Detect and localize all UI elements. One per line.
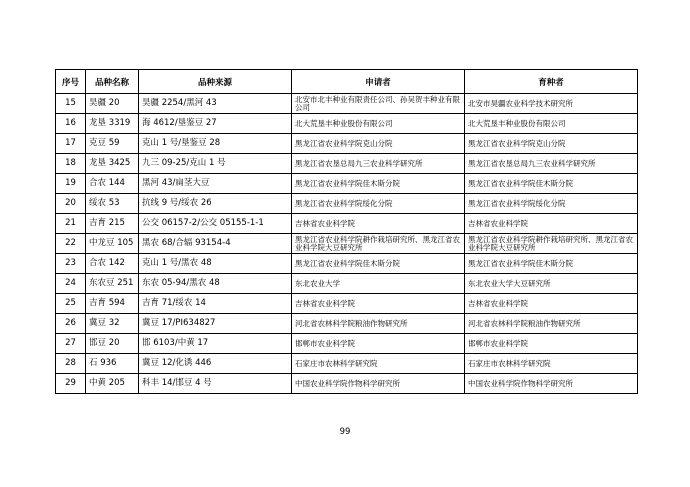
cell-index: 24 <box>56 274 86 294</box>
table-row <box>56 334 638 354</box>
table-row <box>56 154 638 174</box>
cell-variety-name: 冀豆 32 <box>86 314 139 334</box>
table-row <box>56 234 638 254</box>
cell-variety-source: 邯 6103/中黄 17 <box>139 334 292 354</box>
cell-breeder: 黑龙江省农业科学院耕作栽培研究所、黑龙江省农业科学院大豆研究所 <box>465 234 638 254</box>
cell-index: 28 <box>56 354 86 374</box>
header-breeder: 育种者 <box>465 70 638 94</box>
cell-variety-source: 抗线 9 号/绥农 26 <box>139 194 292 214</box>
header-variety-source: 品种来源 <box>139 70 292 94</box>
cell-variety-source: 克山 1 号/垦鉴豆 28 <box>139 134 292 154</box>
cell-index: 27 <box>56 334 86 354</box>
cell-breeder: 东北农业大学大豆研究所 <box>465 274 638 294</box>
table-row <box>56 374 638 394</box>
cell-applicant: 黑龙江省农业科学院佳木斯分院 <box>292 174 465 194</box>
cell-applicant: 黑龙江省农业科学院耕作栽培研究所、黑龙江省农业科学院大豆研究所 <box>292 234 465 254</box>
cell-applicant: 黑龙江省农业科学院佳木斯分院 <box>292 254 465 274</box>
cell-applicant: 邯郸市农业科学院 <box>292 334 465 354</box>
table-row <box>56 134 638 154</box>
cell-variety-name: 合农 142 <box>86 254 139 274</box>
cell-index: 23 <box>56 254 86 274</box>
cell-breeder: 黑龙江省农垦总局九三农业科学研究所 <box>465 154 638 174</box>
table-row <box>56 114 638 134</box>
cell-applicant: 河北省农林科学院粮油作物研究所 <box>292 314 465 334</box>
cell-variety-name: 吉育 215 <box>86 214 139 234</box>
cell-breeder: 黑龙江省农业科学院克山分院 <box>465 134 638 154</box>
cell-index: 16 <box>56 114 86 134</box>
table-row <box>56 174 638 194</box>
cell-breeder: 石家庄市农林科学研究院 <box>465 354 638 374</box>
cell-applicant: 黑龙江省农业科学院克山分院 <box>292 134 465 154</box>
cell-variety-name: 龙垦 3319 <box>86 114 139 134</box>
cell-variety-name: 吉育 594 <box>86 294 139 314</box>
cell-variety-source: 公交 06157-2/公交 05155-1-1 <box>139 214 292 234</box>
variety-table <box>55 69 638 394</box>
variety-table-container <box>55 69 638 394</box>
cell-variety-name: 中黄 205 <box>86 374 139 394</box>
cell-applicant: 北安市北丰种业有限责任公司、孙吴贺丰种业有限公司 <box>292 94 465 114</box>
cell-index: 25 <box>56 294 86 314</box>
table-body <box>56 94 638 394</box>
cell-breeder: 北安市昊疆农业科学技术研究所 <box>465 94 638 114</box>
cell-applicant: 黑龙江省农业科学院绥化分院 <box>292 194 465 214</box>
table-row <box>56 354 638 374</box>
cell-breeder: 吉林省农业科学院 <box>465 214 638 234</box>
header-applicant: 申请者 <box>292 70 465 94</box>
cell-variety-name: 石 936 <box>86 354 139 374</box>
cell-breeder: 黑龙江省农业科学院绥化分院 <box>465 194 638 214</box>
cell-variety-source: 冀豆 17/PI634827 <box>139 314 292 334</box>
cell-applicant: 东北农业大学 <box>292 274 465 294</box>
table-row <box>56 194 638 214</box>
cell-index: 26 <box>56 314 86 334</box>
cell-breeder: 黑龙江省农业科学院佳木斯分院 <box>465 174 638 194</box>
cell-breeder: 北大荒垦丰种业股份有限公司 <box>465 114 638 134</box>
cell-breeder: 吉林省农业科学院 <box>465 294 638 314</box>
cell-variety-source: 黑河 43/扁茎大豆 <box>139 174 292 194</box>
cell-index: 18 <box>56 154 86 174</box>
cell-variety-source: 科丰 14/邯豆 4 号 <box>139 374 292 394</box>
cell-index: 19 <box>56 174 86 194</box>
cell-applicant: 北大荒垦丰种业股份有限公司 <box>292 114 465 134</box>
cell-variety-source: 黑农 68/合辐 93154-4 <box>139 234 292 254</box>
cell-index: 15 <box>56 94 86 114</box>
page-number: 99 <box>339 427 351 437</box>
table-row <box>56 214 638 234</box>
header-variety-name: 品种名称 <box>86 70 139 94</box>
table-row <box>56 254 638 274</box>
cell-index: 17 <box>56 134 86 154</box>
cell-applicant: 中国农业科学院作物科学研究所 <box>292 374 465 394</box>
cell-variety-name: 东农豆 251 <box>86 274 139 294</box>
cell-variety-name: 合农 144 <box>86 174 139 194</box>
cell-index: 21 <box>56 214 86 234</box>
cell-variety-name: 中龙豆 105 <box>86 234 139 254</box>
cell-variety-source: 吉育 71/绥农 14 <box>139 294 292 314</box>
cell-applicant: 黑龙江省农垦总局九三农业科学研究所 <box>292 154 465 174</box>
cell-index: 29 <box>56 374 86 394</box>
cell-index: 22 <box>56 234 86 254</box>
header-index: 序号 <box>56 70 86 94</box>
table-row <box>56 94 638 114</box>
cell-breeder: 中国农业科学院作物科学研究所 <box>465 374 638 394</box>
cell-breeder: 邯郸市农业科学院 <box>465 334 638 354</box>
cell-variety-name: 绥农 53 <box>86 194 139 214</box>
table-row <box>56 294 638 314</box>
cell-applicant: 吉林省农业科学院 <box>292 214 465 234</box>
cell-applicant: 吉林省农业科学院 <box>292 294 465 314</box>
cell-variety-name: 龙垦 3425 <box>86 154 139 174</box>
table-header-row <box>56 70 638 94</box>
cell-applicant: 石家庄市农林科学研究院 <box>292 354 465 374</box>
cell-variety-source: 冀豆 12/化诱 446 <box>139 354 292 374</box>
cell-breeder: 河北省农林科学院粮油作物研究所 <box>465 314 638 334</box>
cell-variety-source: 昊疆 2254/黑河 43 <box>139 94 292 114</box>
cell-variety-source: 海 4612/垦鉴豆 27 <box>139 114 292 134</box>
cell-breeder: 黑龙江省农业科学院佳木斯分院 <box>465 254 638 274</box>
cell-index: 20 <box>56 194 86 214</box>
cell-variety-source: 九三 09-25/克山 1 号 <box>139 154 292 174</box>
cell-variety-name: 昊疆 20 <box>86 94 139 114</box>
cell-variety-source: 克山 1 号/黑农 48 <box>139 254 292 274</box>
cell-variety-source: 东农 05-94/黑农 48 <box>139 274 292 294</box>
cell-variety-name: 克豆 59 <box>86 134 139 154</box>
table-row <box>56 314 638 334</box>
cell-variety-name: 邯豆 20 <box>86 334 139 354</box>
table-row <box>56 274 638 294</box>
